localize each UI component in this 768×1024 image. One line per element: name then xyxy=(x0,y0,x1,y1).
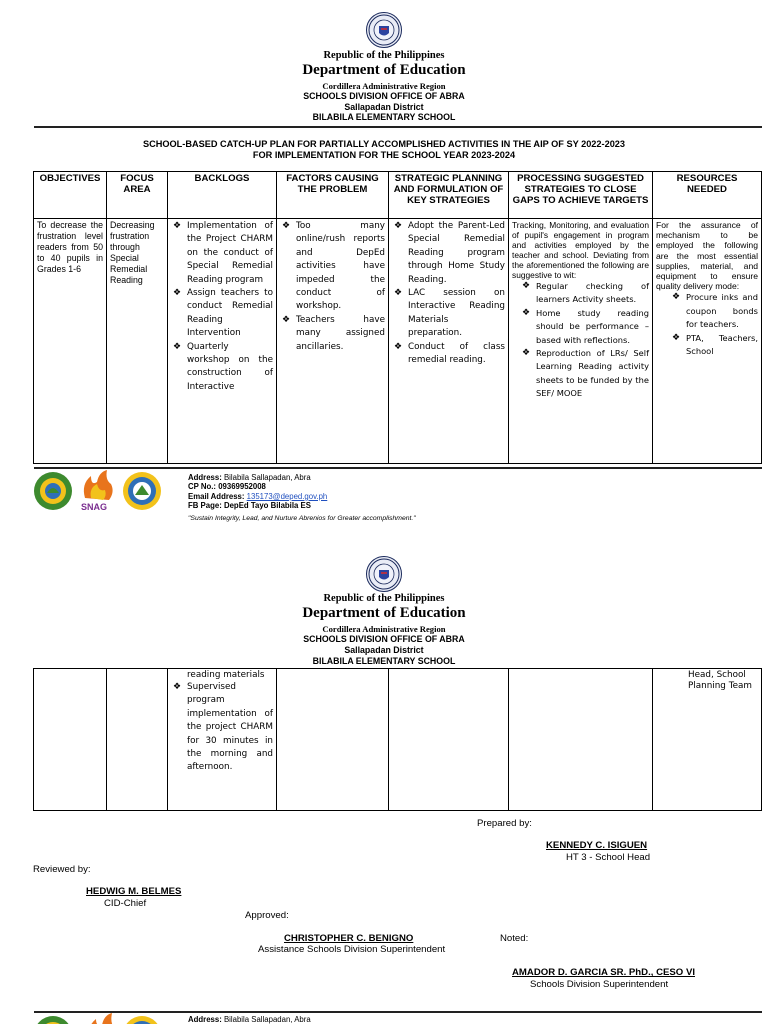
list-item xyxy=(670,332,758,359)
noted-label: Noted: xyxy=(500,933,529,944)
list-item xyxy=(520,347,649,401)
address-value: Bilabila Sallapadan, Abra xyxy=(223,473,311,482)
cp-line xyxy=(188,482,266,491)
diamond-bullet-icon: ❖ xyxy=(394,288,403,299)
fb-line xyxy=(188,501,311,510)
school-label: BILABILA ELEMENTARY SCHOOL xyxy=(312,112,456,122)
diamond-bullet-icon: ❖ xyxy=(282,314,291,325)
approved-name: CHRISTOPHER C. BENIGNO xyxy=(284,933,414,944)
approved-label: Approved: xyxy=(245,910,289,921)
diamond-bullet-icon: ❖ xyxy=(672,332,681,343)
deped-seal-icon xyxy=(366,12,402,48)
prepared-by-label: Prepared by: xyxy=(477,818,532,829)
list-item xyxy=(280,314,385,354)
list-item xyxy=(392,220,505,287)
diamond-bullet-icon: ❖ xyxy=(173,288,182,299)
strategy-text: Adopt the Parent-Led Special Remedial Reading program through Home Study Reading. xyxy=(408,221,505,285)
objective-cell xyxy=(34,669,107,811)
diamond-bullet-icon: ❖ xyxy=(282,221,291,231)
republic-label: Republic of the Philippines xyxy=(323,593,445,604)
processing-text: Reproduction of LRs/ Self Learning Reading activity sheets to be funded by the SEF/ MOOE xyxy=(536,348,649,399)
district-label: Sallapadan District xyxy=(344,645,424,655)
processing-text: Regular checking of learners Activity sheets. xyxy=(536,281,649,305)
strategies-cell xyxy=(389,669,509,811)
address-value: Bilabila Sallapadan, Abra xyxy=(223,1015,311,1024)
resources-continued-text: Head, School Planning Team xyxy=(688,670,752,691)
focus-area-cell xyxy=(107,669,168,811)
footer-divider xyxy=(34,1011,762,1013)
header-objectives: OBJECTIVES xyxy=(34,172,107,219)
header-factors: FACTORS CAUSING THE PROBLEM xyxy=(277,172,389,219)
list-item xyxy=(171,220,273,287)
department-label: Department of Education xyxy=(302,605,466,621)
cp-value: 09369952008 xyxy=(218,482,266,491)
diamond-bullet-icon: ❖ xyxy=(173,682,182,692)
list-item xyxy=(520,280,649,307)
footer-divider xyxy=(34,467,762,469)
header-backlogs: BACKLOGS xyxy=(168,172,277,219)
reviewed-by-label: Reviewed by: xyxy=(33,864,91,875)
backlog-text: Implementation of the Project CHARM on the conduct of Special Remedial Reading program xyxy=(187,221,273,285)
backlog-continued-text: reading materials xyxy=(187,670,265,680)
reviewed-by-title: CID-Chief xyxy=(104,898,147,909)
snag-logo-icon xyxy=(77,468,119,512)
backlog-text: Quarterly workshop on the construction of Interactive xyxy=(187,341,273,392)
header-focus-area: FOCUS AREA xyxy=(107,172,168,219)
department-label: Department of Education xyxy=(302,62,466,78)
snag-logo-icon xyxy=(82,1013,118,1024)
motto: "Sustain Integrity, Lead, and Nurture Abrenios for Greater accomplishment." xyxy=(188,515,416,522)
resources-cell xyxy=(653,219,762,464)
focus-area-cell: Decreasing frustration through Special Remedial Reading xyxy=(107,219,168,464)
catch-up-plan-table xyxy=(33,171,762,464)
factor-text: Too many online/rush reports and DepEd activities have impeded the conduct of workshop. xyxy=(296,221,385,312)
list-item xyxy=(520,307,649,347)
resource-text: PTA, Teachers, School xyxy=(686,332,758,357)
list-item xyxy=(392,287,505,341)
reviewed-by-name: HEDWIG M. BELMES xyxy=(86,886,182,897)
diamond-bullet-icon: ❖ xyxy=(522,307,531,318)
email-line xyxy=(188,492,327,501)
diamond-bullet-icon: ❖ xyxy=(394,221,403,231)
email-link[interactable]: 135173@deped.gov.ph xyxy=(246,492,328,501)
division-label: SCHOOLS DIVISION OFFICE OF ABRA xyxy=(303,634,465,644)
backlog-text: Supervised program implementation of the project CHARM for 30 minutes in the morning and afternoon. xyxy=(187,682,273,773)
header-strategic-planning: STRATEGIC PLANNING AND FORMULATION OF KEY STRATEGIES xyxy=(389,172,509,219)
backlog-text: Assign teachers to conduct Remedial Reading Intervention xyxy=(187,288,273,339)
diamond-bullet-icon: ❖ xyxy=(522,281,531,291)
deped-seal-icon xyxy=(366,556,402,592)
address-line xyxy=(188,1015,311,1024)
program-logo-icon xyxy=(122,1015,162,1024)
school-logo-icon xyxy=(33,471,73,511)
resource-text: Procure inks and coupon bonds for teachers. xyxy=(686,292,758,330)
backlogs-cell xyxy=(168,669,277,811)
header-resources: RESOURCES NEEDED xyxy=(653,172,762,219)
fb-value: DepEd Tayo Bilabila ES xyxy=(223,501,311,510)
school-logo-icon xyxy=(33,1015,73,1024)
strategies-cell xyxy=(389,219,509,464)
header-divider xyxy=(34,126,762,128)
region-label: Cordillera Administrative Region xyxy=(322,624,446,634)
strategy-text: LAC session on Interactive Reading Materials preparation. xyxy=(408,288,505,339)
list-item xyxy=(171,287,273,341)
list-item xyxy=(171,681,273,775)
factors-cell xyxy=(277,669,389,811)
list-item xyxy=(392,341,505,368)
processing-text: Home study reading should be performance – based with reflections. xyxy=(536,307,649,345)
address-label: Address: xyxy=(188,1015,222,1024)
list-item xyxy=(280,220,385,314)
approved-title: Assistance Schools Division Superintendent xyxy=(258,944,446,955)
cp-label: CP No.: xyxy=(188,482,217,491)
processing-cell xyxy=(509,669,653,811)
diamond-bullet-icon: ❖ xyxy=(394,341,403,352)
list-item xyxy=(670,291,758,331)
school-label: BILABILA ELEMENTARY SCHOOL xyxy=(312,656,456,666)
factors-cell xyxy=(277,219,389,464)
diamond-bullet-icon: ❖ xyxy=(672,292,681,303)
processing-cell xyxy=(509,219,653,464)
processing-intro: Tracking, Monitoring, and evaluation of pupil's engagement in program and activities employed by the teacher and school. Deviating from the aforementioned the following are suggestive to wit: xyxy=(512,220,649,280)
list-item xyxy=(171,341,273,395)
diamond-bullet-icon: ❖ xyxy=(522,348,531,359)
fb-label: FB Page: xyxy=(188,501,222,510)
division-label: SCHOOLS DIVISION OFFICE OF ABRA xyxy=(303,91,465,101)
noted-name: AMADOR D. GARCIA SR. PhD., CESO VI xyxy=(512,967,696,978)
snag-logo-text: SNAG xyxy=(81,502,108,512)
address-line xyxy=(188,473,311,482)
factor-text: Teachers have many assigned ancillaries. xyxy=(296,314,385,352)
district-label: Sallapadan District xyxy=(344,102,424,112)
prepared-by-title: HT 3 - School Head xyxy=(566,852,651,863)
diamond-bullet-icon: ❖ xyxy=(173,341,182,352)
program-logo-icon xyxy=(122,471,162,511)
republic-label: Republic of the Philippines xyxy=(323,50,445,61)
header-processing: PROCESSING SUGGESTED STRATEGIES TO CLOSE GAPS TO ACHIEVE TARGETS xyxy=(509,172,653,219)
document-subtitle: FOR IMPLEMENTATION FOR THE SCHOOL YEAR 2023-2024 xyxy=(252,150,516,160)
objective-cell: To decrease the frustration level readers from 50 to 40 pupils in Grades 1-6 xyxy=(34,219,107,464)
resources-intro: For the assurance of mechanism to be employed the following are the most essential supplies, material, and equipment to ensure quality delivery mode: xyxy=(656,220,758,292)
catch-up-plan-table-continued xyxy=(33,668,762,811)
email-label: Email Address: xyxy=(188,492,245,501)
resources-cell xyxy=(653,669,762,811)
region-label: Cordillera Administrative Region xyxy=(322,81,446,91)
backlogs-cell xyxy=(168,219,277,464)
noted-title: Schools Division Superintendent xyxy=(530,979,669,990)
strategy-text: Conduct of class remedial reading. xyxy=(408,341,505,366)
document-title: SCHOOL-BASED CATCH-UP PLAN FOR PARTIALLY ACCOMPLISHED ACTIVITIES IN THE AIP OF SY 2022-2023 xyxy=(142,139,626,149)
address-label: Address: xyxy=(188,473,222,482)
diamond-bullet-icon: ❖ xyxy=(173,221,182,231)
prepared-by-name: KENNEDY C. ISIGUEN xyxy=(546,840,648,851)
